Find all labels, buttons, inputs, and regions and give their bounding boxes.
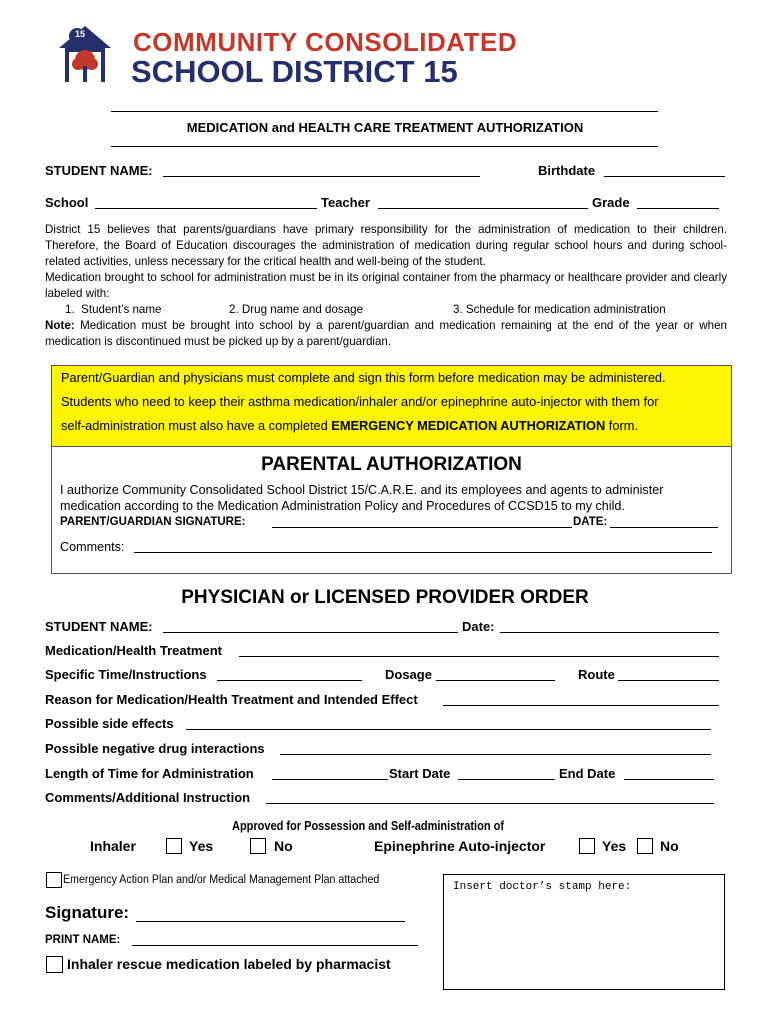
med-treatment-label: Medication/Health Treatment bbox=[45, 643, 222, 658]
time-field[interactable] bbox=[217, 666, 362, 681]
phys-comments-label: Comments/Additional Instruction bbox=[45, 790, 251, 805]
list-item-2: 2. Drug name and dosage bbox=[229, 303, 364, 316]
intro-p2: Medication brought to school for administration must be in its original container from the pharmacy or healthcare provider and clearly labeled with: bbox=[45, 271, 727, 300]
time-label: Specific Time/Instructions bbox=[45, 667, 207, 682]
phys-date-label: Date: bbox=[462, 619, 495, 634]
approved-heading: Approved for Possession and Self-administration of bbox=[232, 819, 504, 833]
parental-text1: I authorize Community Consolidated School District 15/C.A.R.E. and its employees and agents to administer bbox=[60, 483, 664, 497]
reason-field[interactable] bbox=[443, 691, 719, 706]
parent-sig-label: PARENT/GUARDIAN SIGNATURE: bbox=[60, 516, 246, 528]
logo-line1: COMMUNITY CONSOLIDATED bbox=[133, 27, 518, 57]
birthdate-field[interactable] bbox=[604, 162, 725, 177]
plan-label: Emergency Action Plan and/or Medical Management Plan attached bbox=[63, 872, 380, 886]
notice-line2: Students who need to keep their asthma medication/inhaler and/or epinephrine auto-injector with them for bbox=[61, 394, 659, 409]
drug-interactions-field[interactable] bbox=[280, 740, 711, 755]
print-name-field[interactable] bbox=[132, 932, 418, 946]
phys-date-field[interactable] bbox=[500, 618, 719, 633]
epi-yes-checkbox[interactable] bbox=[579, 838, 595, 854]
teacher-label: Teacher bbox=[321, 195, 370, 210]
list-item-3: 3. Schedule for medication administration bbox=[453, 303, 666, 316]
reason-label: Reason for Medication/Health Treatment and Intended Effect bbox=[45, 692, 418, 707]
birthdate-label: Birthdate bbox=[538, 163, 596, 178]
intro-list bbox=[45, 302, 727, 318]
length-label: Length of Time for Administration bbox=[45, 766, 254, 781]
logo-badge: 15 bbox=[75, 29, 86, 39]
parental-text2: medication according to the Medication Administration Policy and Procedures of CCSD15 to my child. bbox=[60, 499, 625, 513]
end-date-field[interactable] bbox=[624, 765, 714, 780]
school-label: School bbox=[45, 195, 89, 210]
start-date-field[interactable] bbox=[458, 765, 555, 780]
notice-line1: Parent/Guardian and physicians must complete and sign this form before medication may be administered. bbox=[61, 370, 666, 385]
route-field[interactable] bbox=[618, 666, 719, 681]
list-item-1: 1. Student’s name bbox=[65, 303, 162, 316]
parent-comments-field[interactable] bbox=[134, 539, 712, 553]
labeled-label: Inhaler rescue medication labeled by pharmacist bbox=[67, 956, 391, 972]
grade-field[interactable] bbox=[637, 194, 719, 209]
parent-date-label: DATE: bbox=[573, 516, 608, 528]
epi-yes-label: Yes bbox=[602, 838, 627, 854]
parent-comments-label: Comments: bbox=[60, 540, 125, 554]
notice-line3-a: self-administration must also have a completed bbox=[61, 418, 332, 433]
signature-label: Signature: bbox=[45, 903, 130, 922]
parental-heading: PARENTAL AUTHORIZATION bbox=[261, 454, 522, 475]
inhaler-label: Inhaler bbox=[90, 838, 136, 854]
labeled-checkbox[interactable] bbox=[46, 956, 63, 973]
intro-p1: District 15 believes that parents/guardians have primary responsibility for the administration of medication to their children. Therefore, the Board of Education discourages the administration of medication during regular school hours and during school-related activities, unless necessary for the critical health and well-being of the student. bbox=[45, 223, 727, 268]
epi-no-label: No bbox=[660, 838, 679, 854]
print-name-label: PRINT NAME: bbox=[45, 934, 121, 946]
teacher-field[interactable] bbox=[378, 194, 588, 209]
signature-field[interactable] bbox=[136, 906, 405, 922]
grade-label: Grade bbox=[592, 195, 630, 210]
drug-interactions-label: Possible negative drug interactions bbox=[45, 741, 265, 756]
inhaler-no-checkbox[interactable] bbox=[250, 838, 266, 854]
notice-box bbox=[51, 365, 732, 447]
intro-note bbox=[45, 318, 727, 350]
plan-checkbox[interactable] bbox=[46, 872, 62, 888]
logo-line2: SCHOOL DISTRICT 15 bbox=[131, 54, 458, 89]
form-title: MEDICATION and HEALTH CARE TREATMENT AUTHORIZATION bbox=[186, 120, 584, 135]
stamp-label: Insert doctor’s stamp here: bbox=[453, 881, 632, 893]
parent-date-field[interactable] bbox=[610, 514, 718, 528]
side-effects-field[interactable] bbox=[186, 715, 711, 730]
note-text: Medication must be brought into school by a parent/guardian and medication remaining at the end of the year or when medication is discontinued must be picked up by a parent/guardian. bbox=[45, 319, 727, 348]
physician-heading: PHYSICIAN or LICENSED PROVIDER ORDER bbox=[181, 587, 589, 608]
notice-line3 bbox=[52, 414, 731, 438]
route-label: Route bbox=[578, 667, 615, 682]
epi-label: Epinephrine Auto-injector bbox=[374, 838, 546, 854]
notice-line3-b: EMERGENCY MEDICATION AUTHORIZATION bbox=[331, 418, 606, 433]
start-date-label: Start Date bbox=[389, 766, 451, 781]
inhaler-yes-checkbox[interactable] bbox=[166, 838, 182, 854]
phys-student-label: STUDENT NAME: bbox=[45, 619, 153, 634]
parent-signature-field[interactable] bbox=[272, 514, 572, 528]
parental-authorization-box bbox=[51, 446, 732, 574]
med-treatment-field[interactable] bbox=[239, 642, 719, 657]
phys-comments-field[interactable] bbox=[266, 789, 714, 804]
doctor-stamp-box[interactable] bbox=[443, 874, 725, 990]
note-label: Note: bbox=[45, 319, 75, 332]
notice-line3-c: form. bbox=[605, 418, 638, 433]
intro-block bbox=[45, 222, 727, 350]
inhaler-no-label: No bbox=[274, 838, 293, 854]
phys-student-field[interactable] bbox=[163, 618, 458, 633]
side-effects-label: Possible side effects bbox=[45, 716, 174, 731]
dosage-field[interactable] bbox=[436, 666, 555, 681]
epi-no-checkbox[interactable] bbox=[637, 838, 653, 854]
end-date-label: End Date bbox=[559, 766, 616, 781]
length-field[interactable] bbox=[272, 765, 388, 780]
inhaler-yes-label: Yes bbox=[189, 838, 214, 854]
dosage-label: Dosage bbox=[385, 667, 432, 682]
student-name-label: STUDENT NAME: bbox=[45, 163, 153, 178]
school-field[interactable] bbox=[95, 194, 317, 209]
student-name-field[interactable] bbox=[163, 162, 480, 177]
